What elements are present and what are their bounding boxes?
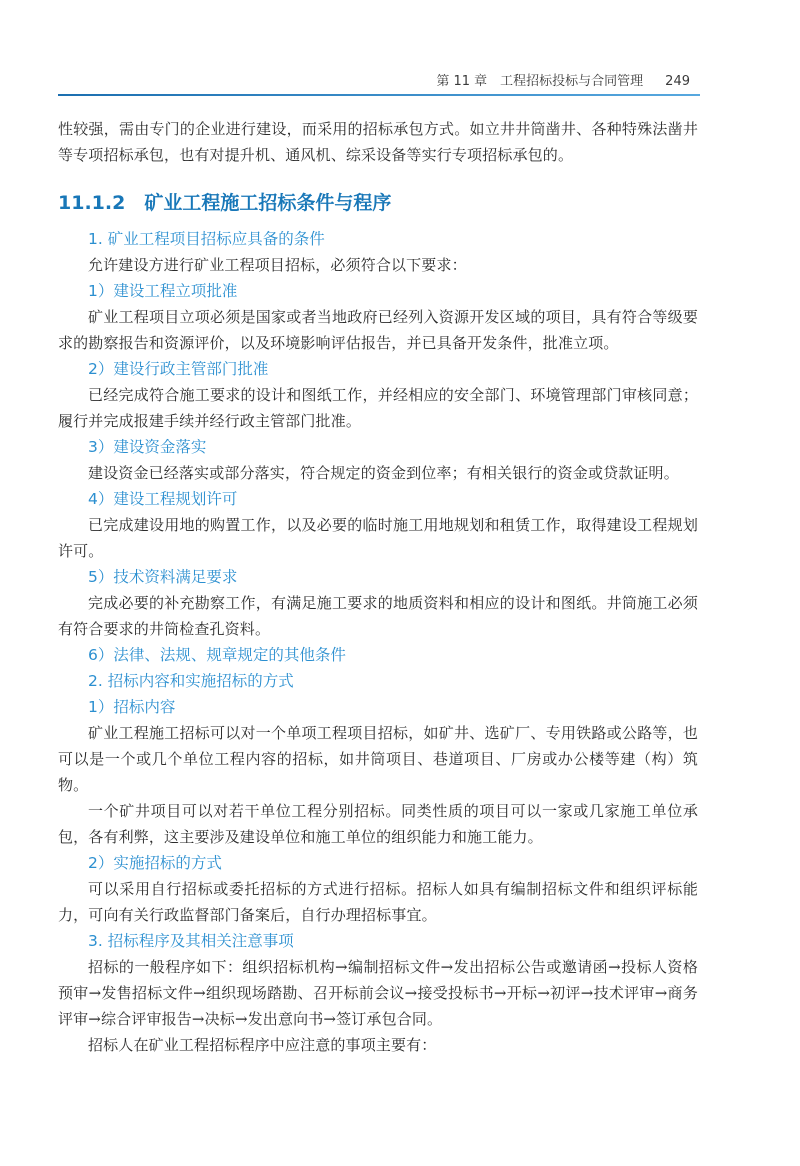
subsection-3-title: 3. 招标程序及其相关注意事项	[88, 932, 294, 950]
running-header	[58, 70, 700, 98]
item-1-4-title: 4）建设工程规划许可	[88, 490, 238, 508]
header-text	[436, 70, 690, 89]
item-1-5-text: 完成必要的补充勘察工作，有满足施工要求的地质资料和相应的设计和图纸。井筒施工必须有符合要求的井筒检查孔资料。	[58, 594, 698, 638]
item-1-3-text: 建设资金已经落实或部分落实，符合规定的资金到位率；有相关银行的资金或贷款证明。	[88, 464, 679, 482]
subsection-2-title: 2. 招标内容和实施招标的方式	[88, 672, 294, 690]
intro-paragraph: 性较强，需由专门的企业进行建设，而采用的招标承包方式。如立井井筒凿井、各种特殊法凿井等专项招标承包，也有对提升机、通风机、综采设备等实行专项招标承包的。	[58, 120, 698, 164]
item-1-4-text: 已完成建设用地的购置工作，以及必要的临时施工用地规划和租赁工作，取得建设工程规划许可。	[58, 516, 698, 560]
page-number: 249	[665, 74, 690, 89]
item-1-5-title: 5）技术资料满足要求	[88, 568, 238, 586]
subsection-1-intro: 允许建设方进行矿业工程项目招标，必须符合以下要求：	[88, 256, 467, 274]
section-title: 11.1.2 矿业工程施工招标条件与程序	[58, 192, 392, 214]
item-1-2-text: 已经完成符合施工要求的设计和图纸工作，并经相应的安全部门、环境管理部门审核同意；履行并完成报建手续并经行政主管部门批准。	[58, 386, 698, 430]
item-2-1-text-a: 矿业工程施工招标可以对一个单项工程项目招标，如矿井、选矿厂、专用铁路或公路等，也可以是一个或几个单位工程内容的招标，如井筒项目、巷道项目、厂房或办公楼等建（构）筑物。	[58, 724, 698, 794]
item-1-2-title: 2）建设行政主管部门批准	[88, 360, 269, 378]
page-body	[58, 116, 698, 1058]
item-2-1-text-b: 一个矿井项目可以对若干单位工程分别招标。同类性质的项目可以一家或几家施工单位承包，各有利弊，这主要涉及建设单位和施工单位的组织能力和施工能力。	[58, 802, 698, 846]
item-2-2-title: 2）实施招标的方式	[88, 854, 222, 872]
header-rule	[58, 94, 700, 96]
subsection-1-title: 1. 矿业工程项目招标应具备的条件	[88, 230, 325, 248]
chapter-title: 第 11 章 工程招标投标与合同管理	[436, 74, 644, 89]
subsection-3-note: 招标人在矿业工程招标程序中应注意的事项主要有：	[88, 1036, 437, 1054]
item-1-1-title: 1）建设工程立项批准	[88, 282, 238, 300]
item-1-1-text: 矿业工程项目立项必须是国家或者当地政府已经列入资源开发区域的项目，具有符合等级要求的勘察报告和资源评价，以及环境影响评估报告，并已具备开发条件，批准立项。	[58, 308, 698, 352]
item-1-6-title: 6）法律、法规、规章规定的其他条件	[88, 646, 346, 664]
item-1-3-title: 3）建设资金落实	[88, 438, 207, 456]
item-2-1-title: 1）招标内容	[88, 698, 176, 716]
item-2-2-text: 可以采用自行招标或委托招标的方式进行招标。招标人如具有编制招标文件和组织评标能力，可向有关行政监督部门备案后，自行办理招标事宜。	[58, 880, 698, 924]
subsection-3-text: 招标的一般程序如下：组织招标机构→编制招标文件→发出招标公告或邀请函→投标人资格预审→发售招标文件→组织现场踏勘、召开标前会议→接受投标书→开标→初评→技术评审→商务评审→综合评审报告→决标→发出意向书→签订承包合同。	[58, 958, 698, 1028]
